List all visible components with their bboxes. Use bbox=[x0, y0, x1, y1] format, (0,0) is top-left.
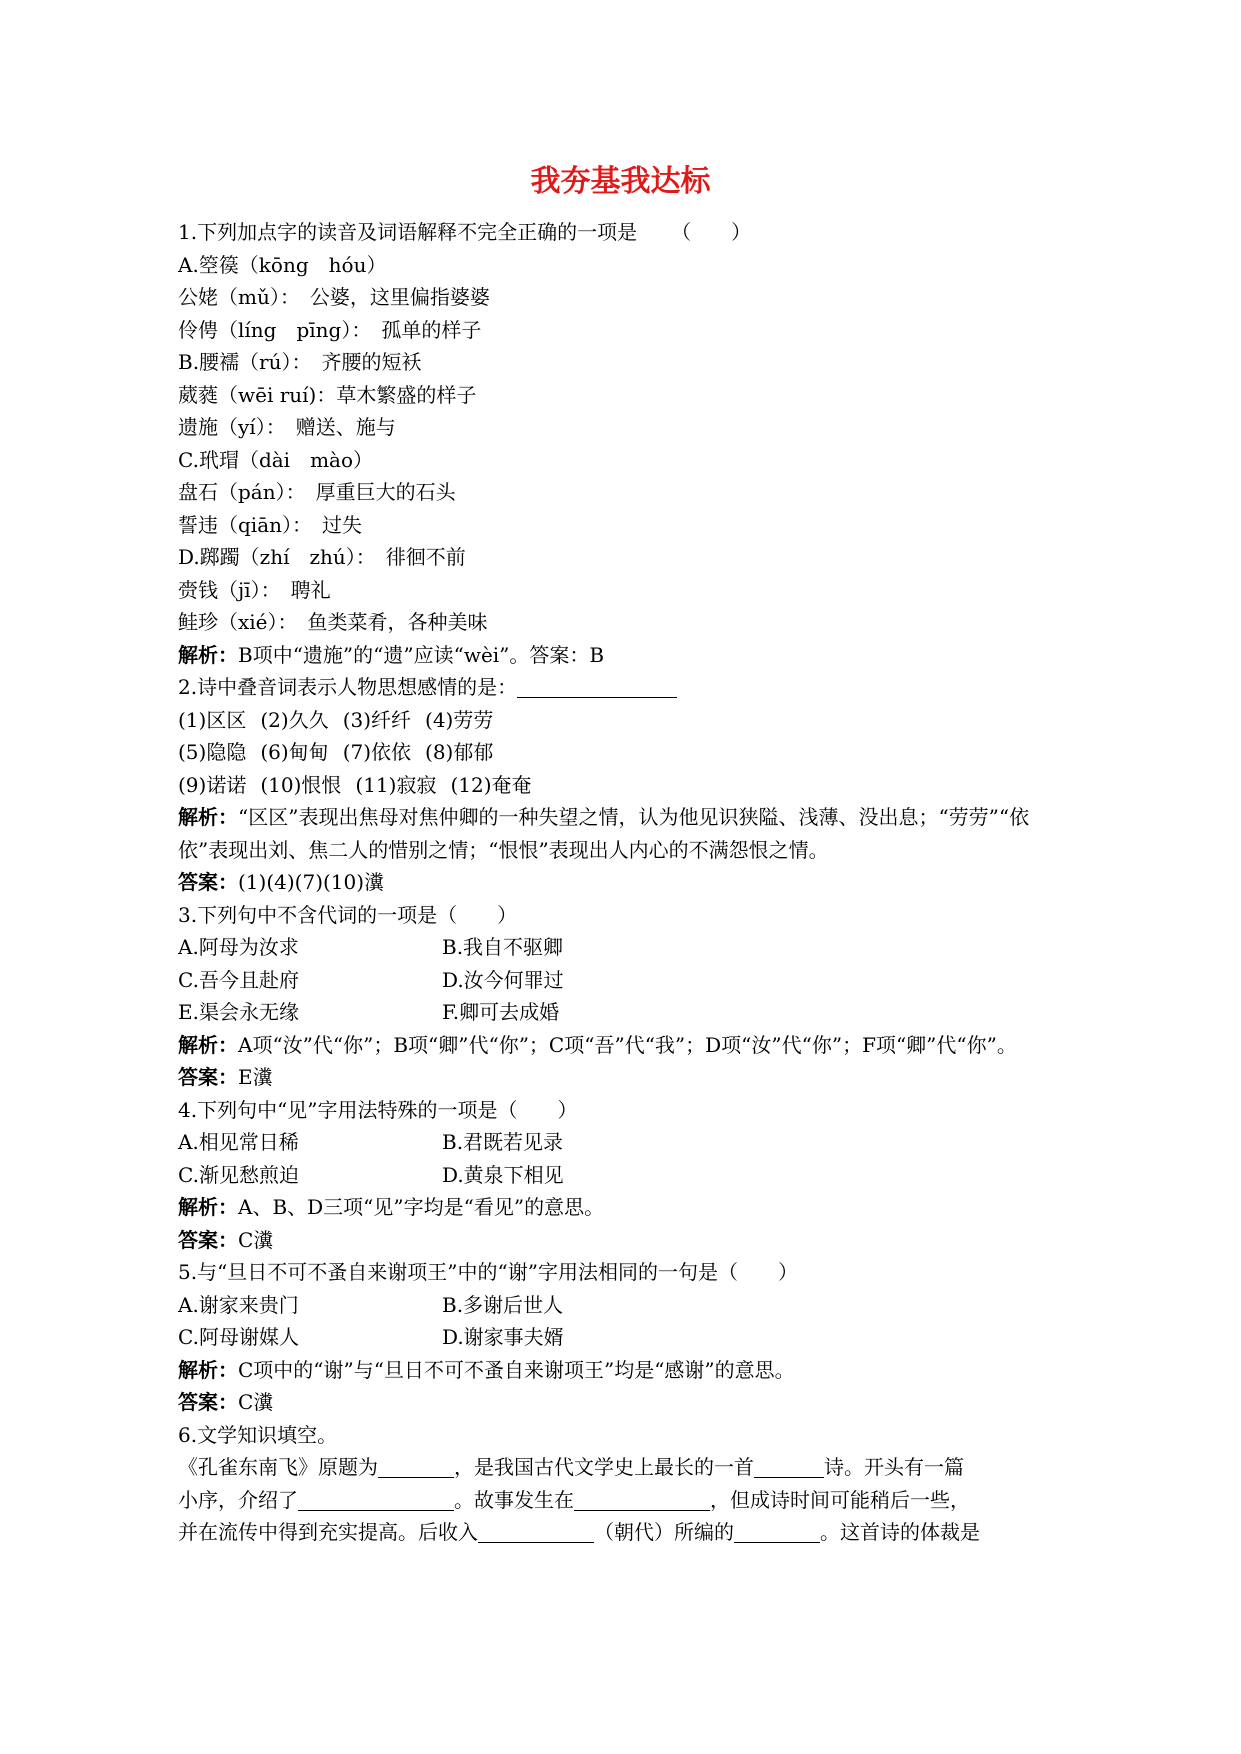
q2-answer: 答案：(1)(4)(7)(10)瀵 bbox=[178, 870, 385, 894]
q1-option-line: C.玳瑁（dài mào） bbox=[178, 447, 373, 472]
page-title: 我夯基我达标 bbox=[530, 164, 711, 199]
answer-blank[interactable] bbox=[298, 1486, 454, 1511]
question-4-stem: 4.下列句中“见”字用法特殊的一项是（ ） bbox=[178, 1097, 578, 1122]
q1-option-line: 伶俜（líng pīng）： 孤单的样子 bbox=[178, 317, 482, 342]
q6-fill-line: 《孔雀东南飞》原题为 ，是我国古代文学史上最长的一首 诗。开头有一篇 bbox=[178, 1455, 964, 1479]
q4-options-row: C.渐见愁煎迫 D.黄泉下相见 bbox=[178, 1162, 564, 1187]
answer-blank[interactable] bbox=[754, 1453, 824, 1478]
answer-blank[interactable] bbox=[734, 1518, 820, 1543]
q2-options-row: (9)诺诺 (10)恨恨 (11)寂寂 (12)奄奄 bbox=[178, 772, 532, 797]
q1-option-line: 葳蕤（wēi ruí)：草木繁盛的样子 bbox=[178, 382, 477, 407]
question-5-stem: 5.与“旦日不可不蚤自来谢项王”中的“谢”字用法相同的一句是（ ） bbox=[178, 1260, 798, 1284]
q1-option-line: 盘石（pán）： 厚重巨大的石头 bbox=[178, 480, 456, 504]
question-1-stem: 1.下列加点字的读音及词语解释不完全正确的一项是 （ ） bbox=[178, 220, 752, 244]
q3-options-row: A.阿母为汝求 B.我自不驱卿 bbox=[178, 935, 564, 959]
q6-fill-line: 并在流传中得到充实提高。后收入 （朝代）所编的 。这首诗的体裁是 bbox=[178, 1520, 980, 1544]
question-2-stem: 2.诗中叠音词表示人物思想感情的是： bbox=[178, 671, 1068, 704]
q6-fill-line: 小序，介绍了 。故事发生在 ，但成诗时间可能稍后一些， bbox=[178, 1487, 970, 1512]
q2-options-row: (1)区区 (2)久久 (3)纤纤 (4)劳劳 bbox=[178, 707, 494, 732]
q2-analysis: 解析：“区区”表现出焦母对焦仲卿的一种失望之情，认为他见识狭隘、浅薄、没出息；“劳劳”“依依”表现出刘、焦二人的惜别之情；“恨恨”表现出人内心的不满怨恨之情。 bbox=[178, 805, 1030, 862]
answer-blank[interactable] bbox=[574, 1486, 710, 1511]
answer-blank[interactable] bbox=[478, 1518, 594, 1543]
q3-options-row: E.渠会永无缘 F.卿可去成婚 bbox=[178, 1000, 560, 1024]
q1-option-line: 遗施（yí）： 赠送、施与 bbox=[178, 415, 396, 439]
q1-option-line: 誓违（qiān）： 过失 bbox=[178, 512, 363, 537]
q4-answer: 答案：C瀵 bbox=[178, 1227, 274, 1252]
q3-analysis: 解析：A项“汝”代“你”；B项“卿”代“你”；C项“吾”代“我”；D项“汝”代“你”；F项“卿”代“你”。 bbox=[178, 1032, 1017, 1057]
q1-option-line: 鲑珍（xié）： 鱼类菜肴，各种美味 bbox=[178, 610, 488, 634]
q5-options-row: C.阿母谢媒人 D.谢家事夫婿 bbox=[178, 1325, 564, 1349]
document-body bbox=[178, 216, 1068, 1549]
q4-analysis: 解析：A、B、D三项“见”字均是“看见”的意思。 bbox=[178, 1195, 605, 1219]
answer-blank[interactable] bbox=[517, 673, 677, 698]
q1-option-line: A.箜篌（kōng hóu） bbox=[178, 252, 387, 277]
q3-answer: 答案：E瀵 bbox=[178, 1065, 273, 1089]
q4-options-row: A.相见常日稀 B.君既若见录 bbox=[178, 1130, 564, 1154]
question-3-stem: 3.下列句中不含代词的一项是（ ） bbox=[178, 902, 518, 927]
q5-analysis: 解析：C项中的“谢”与“旦日不可不蚤自来谢项王”均是“感谢”的意思。 bbox=[178, 1357, 795, 1382]
q1-option-line: 赍钱（jī）： 聘礼 bbox=[178, 577, 331, 602]
q5-options-row: A.谢家来贵门 B.多谢后世人 bbox=[178, 1292, 564, 1317]
q1-option-line: B.腰襦（rú）： 齐腰的短袄 bbox=[178, 350, 422, 374]
q1-analysis: 解析：B项中“遗施”的“遗”应读“wèi”。答案：B bbox=[178, 642, 605, 667]
q1-option-line: D.踯躅（zhí zhú）： 徘徊不前 bbox=[178, 545, 466, 569]
q2-options-row: (5)隐隐 (6)甸甸 (7)依依 (8)郁郁 bbox=[178, 740, 494, 764]
q1-option-line: 公姥（mǔ）： 公婆，这里偏指婆婆 bbox=[178, 285, 490, 309]
q3-options-row: C.吾今且赴府 D.汝今何罪过 bbox=[178, 967, 564, 992]
q5-answer: 答案：C瀵 bbox=[178, 1390, 274, 1414]
question-6-stem: 6.文学知识填空。 bbox=[178, 1422, 338, 1447]
answer-blank[interactable] bbox=[378, 1453, 454, 1478]
